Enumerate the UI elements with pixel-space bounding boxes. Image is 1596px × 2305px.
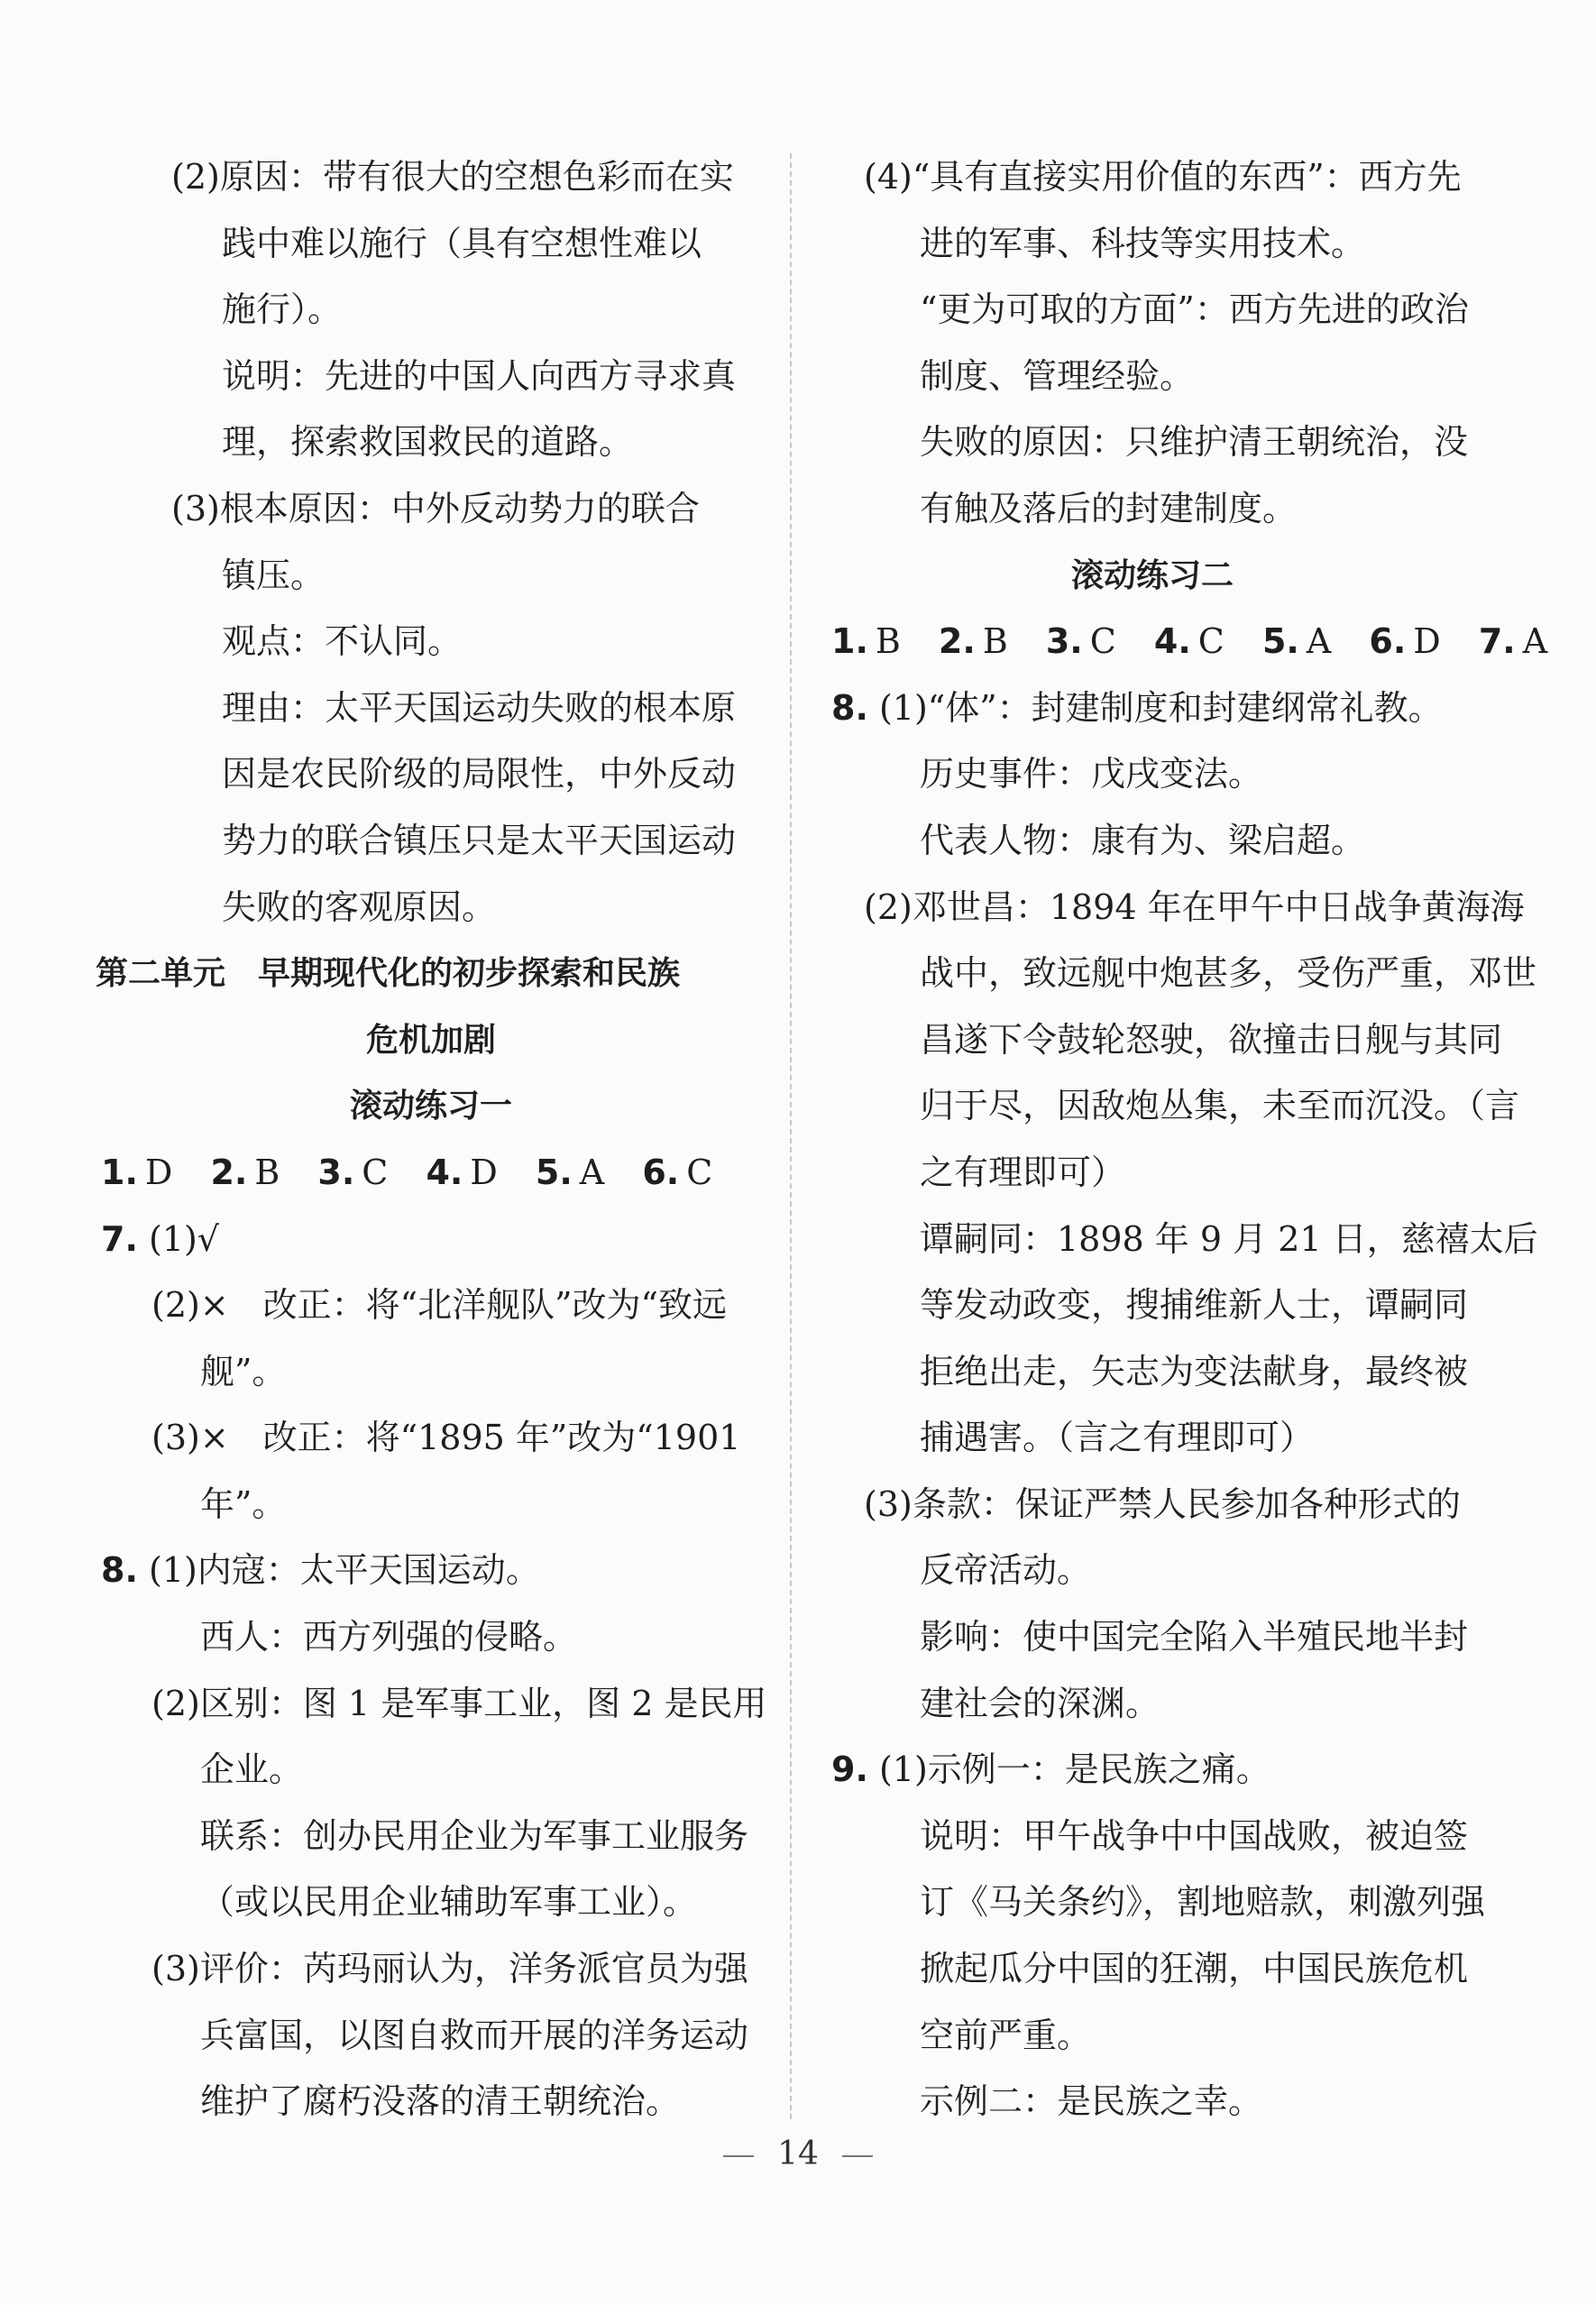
answer-value: A <box>579 1152 605 1192</box>
text-line: 西人：西方列强的侵略。 <box>200 1617 578 1658</box>
text-line: 理，探索救国救民的道路。 <box>222 422 634 463</box>
text-line: (2)邓世昌：1894 年在甲午中日战争黄海海 <box>864 886 1525 927</box>
question-number: 4. <box>1153 621 1191 662</box>
text-line: 理由：太平天国运动失败的根本原 <box>222 687 737 728</box>
text-line: 施行）。 <box>222 289 343 330</box>
left-column <box>96 144 767 2135</box>
text-line: (1)示例一：是民族之痛。 <box>878 1749 1270 1790</box>
question-number: 1. <box>101 1152 138 1192</box>
question-number: 6. <box>1369 621 1407 662</box>
text-line: 昌遂下令鼓轮怒驶，欲撞击日舰与其同 <box>920 1019 1503 1060</box>
text-line: 兵富国，以图自救而开展的洋务运动 <box>200 2015 749 2055</box>
text-line: 战中，致远舰中炮甚多，受伤严重，邓世 <box>920 953 1537 994</box>
question-8 <box>831 675 1477 742</box>
answer-value: D <box>1413 621 1441 662</box>
text-line: 说明：甲午战争中中国战败，被迫签 <box>920 1815 1469 1856</box>
question-number: 3. <box>1045 621 1083 662</box>
question-number: 7. <box>101 1218 138 1259</box>
text-line: 反帝活动。 <box>920 1550 1092 1591</box>
dash-right <box>842 2155 873 2157</box>
section-heading: 滚动练习一 <box>349 1088 512 1125</box>
text-line: (1)内寇：太平天国运动。 <box>148 1550 540 1591</box>
text-line: 归于尽，因敌炮丛集，未至而沉没。（言 <box>920 1086 1520 1126</box>
text-line: 示例二：是民族之幸。 <box>920 2081 1263 2122</box>
text-line: 联系：创办民用企业为军事工业服务 <box>200 1815 749 1856</box>
text-line: (3)根本原因：中外反动势力的联合 <box>171 488 700 528</box>
question-number: 3. <box>317 1152 355 1192</box>
question-number: 5. <box>535 1152 573 1192</box>
page-number-value: 14 <box>777 2135 819 2172</box>
question-9 <box>831 1737 1477 1804</box>
text-line: 空前严重。 <box>920 2015 1092 2055</box>
question-number: 6. <box>642 1152 680 1192</box>
text-line: (1)√ <box>148 1218 220 1259</box>
text-line: (2)× 改正：将“北洋舰队”改为“致远 <box>151 1285 727 1326</box>
question-number: 2. <box>210 1152 248 1192</box>
answer-value: B <box>254 1152 280 1192</box>
text-line: 践中难以施行（具有空想性难以 <box>222 223 702 263</box>
text-line: 失败的客观原因。 <box>222 886 497 927</box>
answer-value: C <box>1089 621 1116 662</box>
text-line: (3)条款：保证严禁人民参加各种形式的 <box>864 1483 1461 1524</box>
text-line: 等发动政变，搜捕维新人士，谭嗣同 <box>920 1285 1469 1326</box>
text-line: 之有理即可） <box>920 1152 1126 1192</box>
text-line: 维护了腐朽没落的清王朝统治。 <box>200 2081 681 2122</box>
text-line: (2)区别：图 1 是军事工业，图 2 是民用 <box>151 1683 767 1723</box>
text-line: 镇压。 <box>222 555 326 595</box>
text-line: 企业。 <box>200 1749 304 1790</box>
text-line: (2)原因：带有很大的空想色彩而在实 <box>171 157 734 197</box>
dash-left <box>723 2155 754 2157</box>
text-line: 势力的联合镇压只是太平天国运动 <box>222 820 737 860</box>
question-number: 8. <box>101 1550 138 1591</box>
text-line: 拒绝出走，矢志为变法献身，最终被 <box>920 1351 1469 1391</box>
text-line: 观点：不认同。 <box>222 621 463 662</box>
text-line: “更为可取的方面”：西方先进的政治 <box>920 289 1469 330</box>
text-line: （或以民用企业辅助军事工业）。 <box>200 1882 698 1923</box>
question-number: 8. <box>831 687 868 728</box>
answer-value: C <box>362 1152 389 1192</box>
answer-value: A <box>1306 621 1332 662</box>
text-line: (4)“具有直接实用价值的东西”：西方先 <box>864 157 1462 197</box>
answer-value: D <box>470 1152 498 1192</box>
text-line: 年”。 <box>200 1483 287 1524</box>
text-line: 谭嗣同：1898 年 9 月 21 日，慈禧太后 <box>920 1218 1538 1259</box>
text-line: 捕遇害。（言之有理即可） <box>920 1418 1315 1458</box>
unit-title-continued: 危机加剧 <box>365 1021 496 1059</box>
answer-value: C <box>686 1152 713 1192</box>
question-number: 5. <box>1261 621 1299 662</box>
answer-value: B <box>982 621 1008 662</box>
question-8 <box>101 1538 756 1604</box>
answer-value: B <box>875 621 901 662</box>
column-divider <box>790 153 792 2119</box>
choice-answers <box>101 1140 756 1207</box>
text-line: 有触及落后的封建制度。 <box>920 488 1298 528</box>
text-line: 历史事件：戊戌变法。 <box>920 754 1263 794</box>
page-number <box>0 2135 1596 2172</box>
text-line: 代表人物：康有为、梁启超。 <box>920 820 1366 860</box>
text-line: 建社会的深渊。 <box>920 1683 1160 1723</box>
text-line: (1)“体”：封建制度和封建纲常礼教。 <box>878 687 1443 728</box>
text-line: (3)× 改正：将“1895 年”改为“1901 <box>151 1418 741 1458</box>
answer-value: A <box>1522 621 1548 662</box>
answer-value: C <box>1197 621 1225 662</box>
text-line: 进的军事、科技等实用技术。 <box>920 223 1366 263</box>
text-line: 舰”。 <box>200 1351 287 1391</box>
question-number: 7. <box>1478 621 1516 662</box>
section-heading: 滚动练习二 <box>1070 556 1234 594</box>
text-line: 订《马关条约》，割地赔款，刺激列强 <box>920 1882 1486 1923</box>
text-line: 说明：先进的中国人向西方寻求真 <box>222 355 737 396</box>
text-line: (3)评价：芮玛丽认为，洋务派官员为强 <box>151 1949 748 1989</box>
text-line: 掀起瓜分中国的狂潮，中国民族危机 <box>920 1949 1469 1989</box>
question-number: 1. <box>831 621 868 662</box>
text-line: 影响：使中国完全陷入半殖民地半封 <box>920 1617 1469 1658</box>
right-column <box>828 144 1548 2135</box>
choice-answers <box>831 609 1548 675</box>
answer-value: D <box>144 1152 173 1192</box>
text-line: 制度、管理经验。 <box>920 355 1195 396</box>
text-line: 失败的原因：只维护清王朝统治，没 <box>920 422 1469 463</box>
question-number: 9. <box>831 1749 868 1790</box>
question-7 <box>101 1207 756 1273</box>
question-number: 4. <box>426 1152 463 1192</box>
unit-title: 第二单元 早期现代化的初步探索和民族 <box>96 955 681 993</box>
text-line: 因是农民阶级的局限性，中外反动 <box>222 754 737 794</box>
question-number: 2. <box>938 621 976 662</box>
